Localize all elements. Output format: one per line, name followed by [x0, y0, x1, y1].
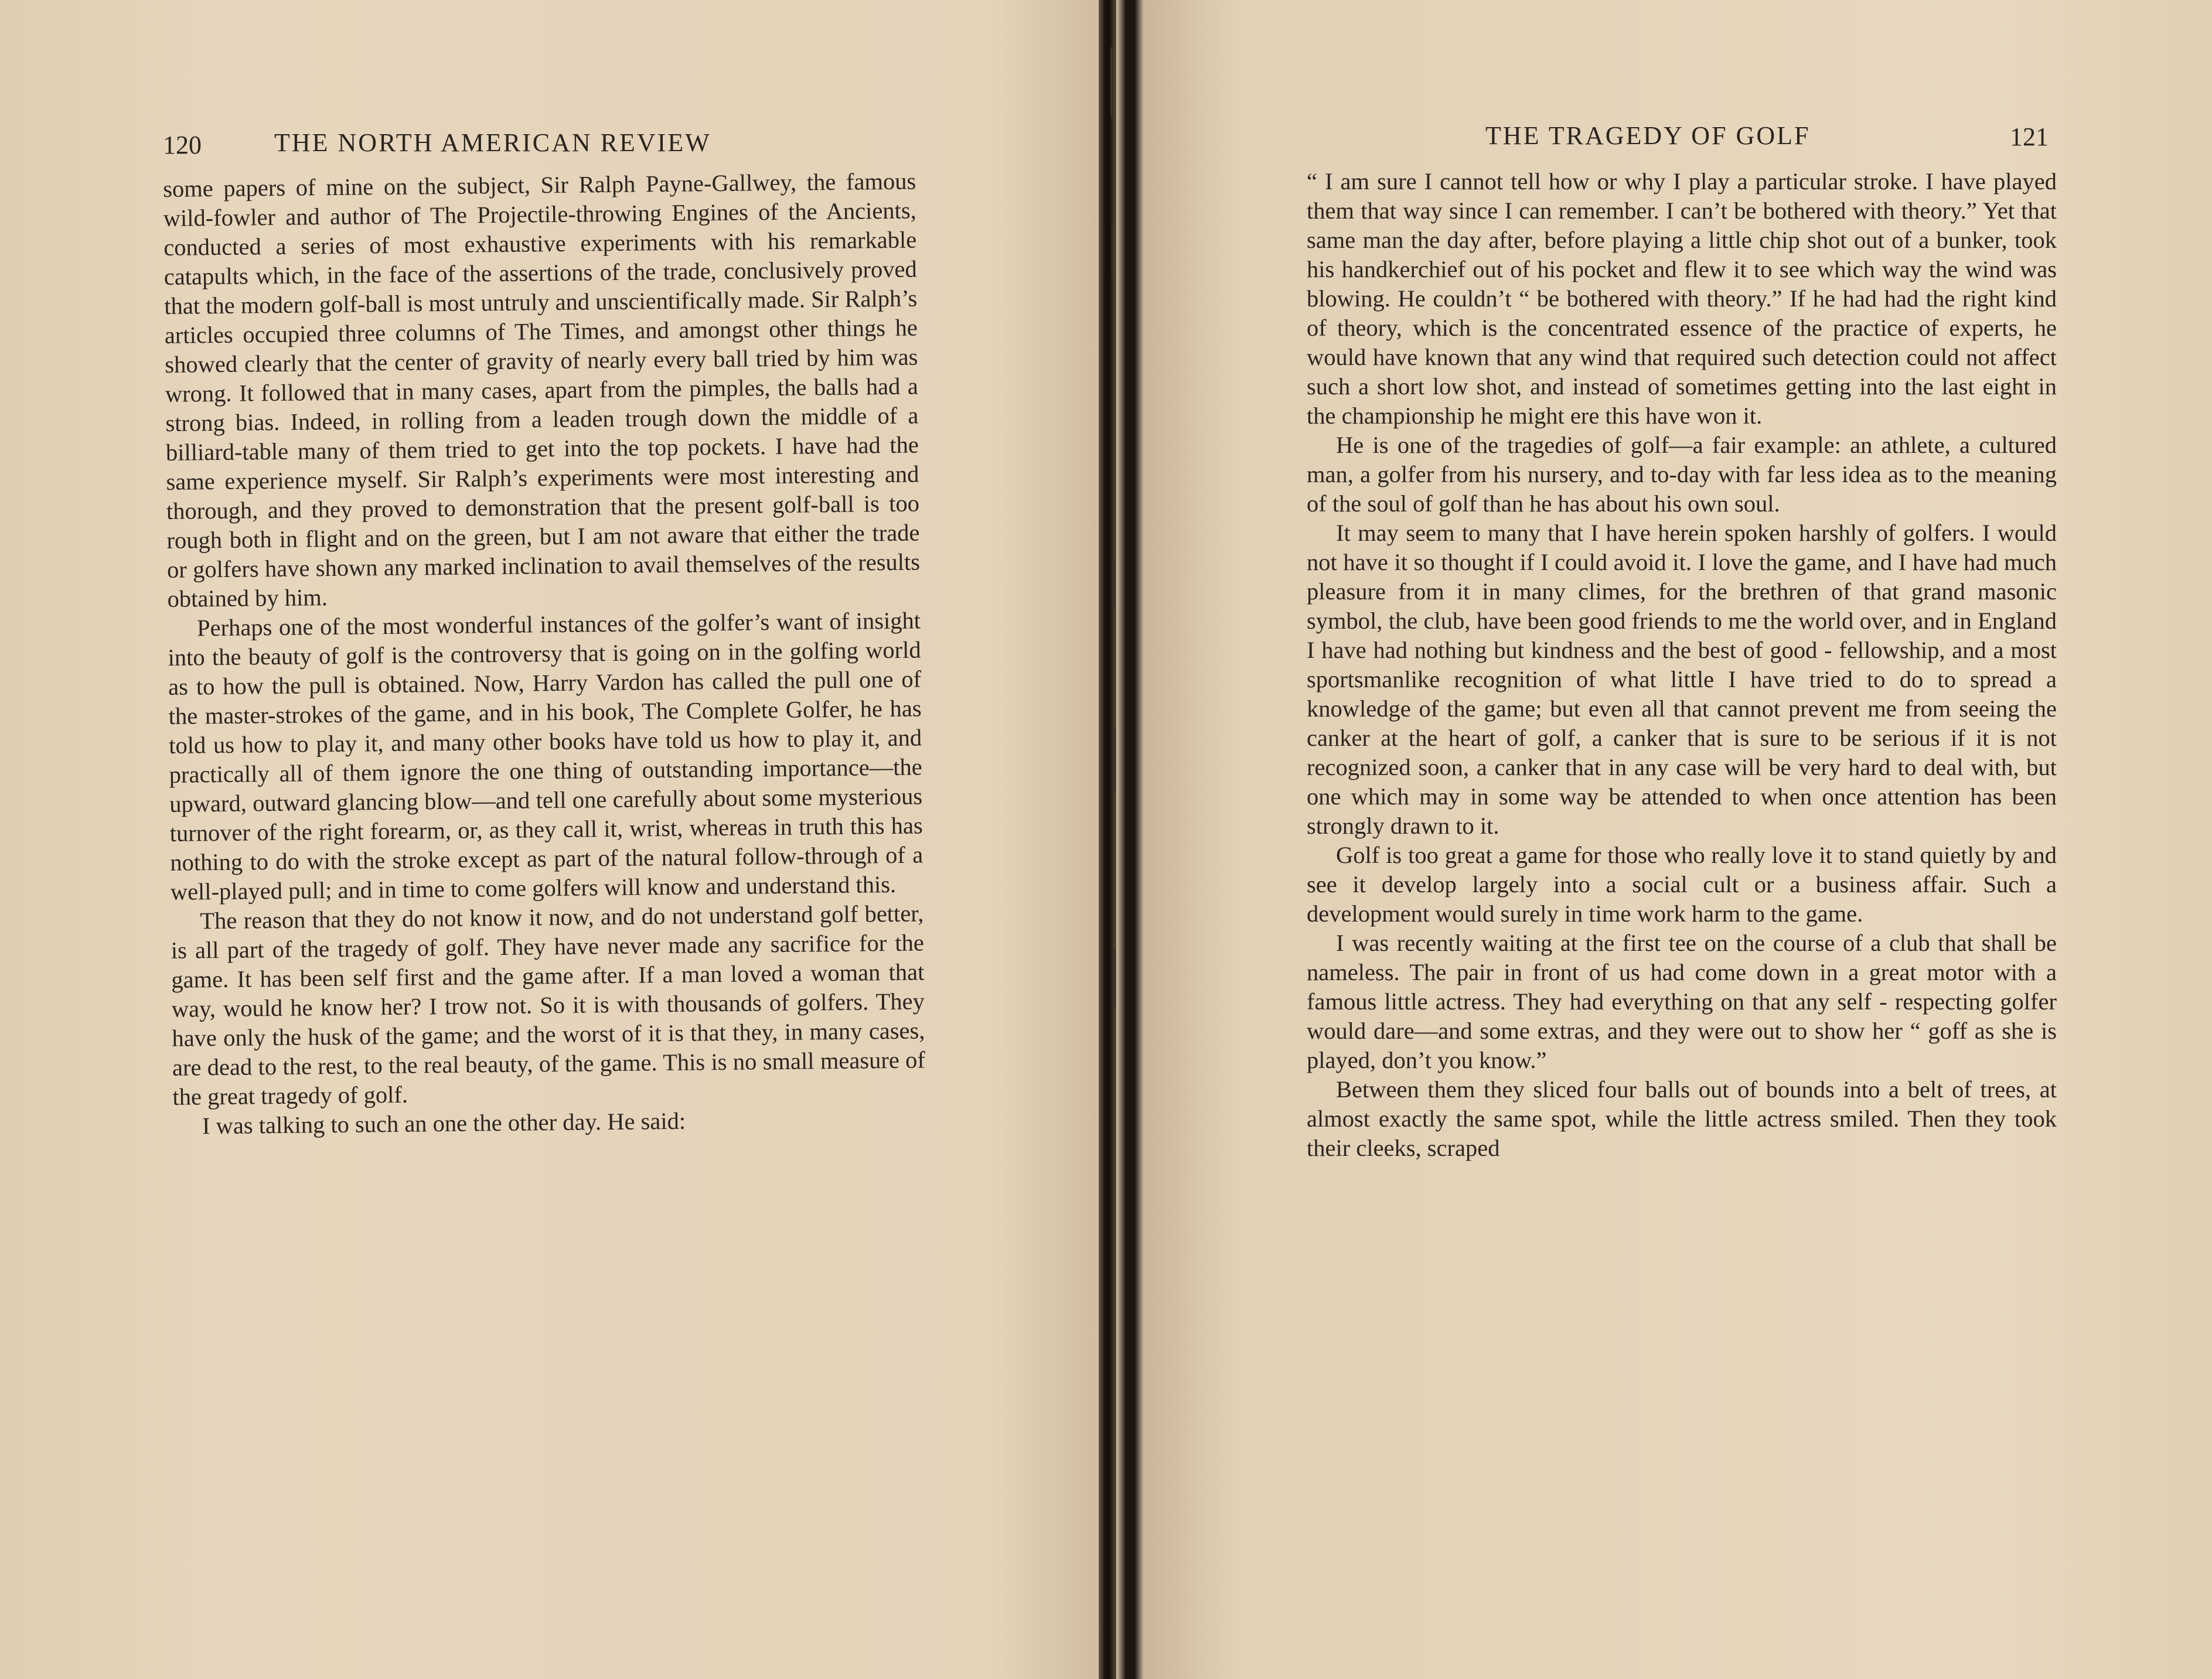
binding-thread-mark	[1113, 726, 1116, 791]
left-paragraph-2: Perhaps one of the most wonderful instances of the golfer’s want of insight into the beauty of golf is the controversy that is going on in the golfing world as to how the pull is obtained. Now, Harry Vardon has called the pull one of the master-strokes of the game, and in his book, The Complete Golfer, he has told us how to play it, and many other books have told us how to play it, and practically all of them ignore the one thing of outstanding importance—the upward, outward glancing blow—and tell one carefully about some mysterious turnover of the right forearm, or, as they call it, wrist, whereas in truth this has nothing to do with the stroke except as part of the natural follow-through of a well-played pull; and in time to come golfers will know and understand this.	[168, 607, 923, 905]
left-paragraph-1: some papers of mine on the subject, Sir Ralph Payne-Gallwey, the famous wild-fowler and author of The Projectile-throwing Engines of the Ancients, conducted a series of most exhaustive experiments with his remarkable catapults which, in the face of the assertions of the trade, conclusively proved that the modern golf-ball is most untruly and unscientifically made. Sir Ralph’s articles occupied three columns of The Times, and amongst other things he showed clearly that the center of gravity of nearly every ball tried by him was wrong. It followed that in many cases, apart from the pimples, the balls had a strong bias. Indeed, in rolling from a leaden trough down the middle of a billiard-table many of them tried to get into the top pockets. I have had the same experience myself. Sir Ralph’s experiments were most interesting and thorough, and they proved to demonstration that the present golf-ball is too rough both in flight and on the green, but I am not aware that either the trade or golfers have shown any marked inclination to avail themselves of the results obtained by him.	[163, 168, 921, 612]
left-paragraph-3: The reason that they do not know it now, and do not understand golf better, is all part of the tragedy of golf. They have never made any sacrifice for the game. It has been self first and the game after. If a man loved a woman that way, would he know her? I trow not. So it is with thousands of golfers. They have only the husk of the game; and the worst of it is that they, in many cases, are dead to the rest, to the real beauty, of the game. This is no small measure of the great tragedy of golf.	[171, 900, 926, 1110]
right-paragraph-5: I was recently waiting at the first tee on the course of a club that shall be nameless. The pair in front of us had come down in a great motor with a famous little actress. They had everything on that any self - respecting golfer would dare—and some extras, and they were out to show her “ goff as she is played, don’t you know.”	[1307, 930, 2057, 1073]
left-paragraph-4: I was talking to such an one the other day. He said:	[202, 1107, 686, 1139]
left-page	[0, 0, 1099, 1679]
right-paragraph-6: Between them they sliced four balls out of bounds into a belt of trees, at almost exactly the same spot, while the little actress smiled. Then they took their cleeks, scraped	[1307, 1076, 2057, 1161]
right-paragraph-1: “ I am sure I cannot tell how or why I play a particular stroke. I have played them that way since I can remember. I can’t be bothered with theory.” Yet that same man the day after, before playing a little chip shot out of a bunker, took his handkerchief out of his pocket and flew it to see which way the wind was blowing. He couldn’t “ be bothered with theory.” If he had had the right kind of theory, which is the concentrated essence of the practice of experts, he would have known that any wind that required such detection could not affect such a short low shot, and instead of sometimes getting into the last eight in the championship he might ere this have won it.	[1307, 168, 2057, 429]
binding-thread-mark	[1110, 47, 1113, 117]
right-page-number: 121	[2010, 122, 2049, 151]
right-paragraph-3: It may seem to many that I have herein spoken harshly of golfers. I would not have it so thought if I could avoid it. I love the game, and I have had much pleasure from it in many climes, for the brethren of that grand masonic symbol, the club, have been good friends to me the world over, and in England I have had nothing but kindness and the best of good - fellowship, and a most sportsmanlike recognition of what little I have tried to do to spread a knowledge of the game; but even all that cannot prevent me from seeing the canker at the heart of golf, a canker that is sure to be serious if it is not recognized soon, a canker that in any case will be very hard to deal with, but one which may in some way be attended to when once attention has been strongly drawn to it.	[1307, 520, 2057, 839]
left-running-head: THE NORTH AMERICAN REVIEW	[274, 128, 711, 157]
right-paragraph-2: He is one of the tragedies of golf—a fair example: an athlete, a cultured man, a golfer from his nursery, and to-day with far less idea as to the meaning of the soul of golf than he has about his own soul.	[1307, 432, 2057, 517]
binding-thread-mark	[1113, 557, 1115, 609]
right-page-body	[1307, 167, 2057, 1163]
left-page-body	[163, 167, 926, 1141]
binding-thread-mark	[1113, 949, 1116, 1008]
right-running-head: THE TRAGEDY OF GOLF	[1485, 121, 1811, 150]
right-page	[1116, 0, 2212, 1679]
left-page-number: 120	[163, 131, 202, 159]
right-paragraph-4: Golf is too great a game for those who really love it to stand quietly by and see it develop largely into a social cult or a business affair. Such a development would surely in time work harm to the game.	[1307, 842, 2057, 927]
binding-thread-mark	[1112, 223, 1114, 275]
